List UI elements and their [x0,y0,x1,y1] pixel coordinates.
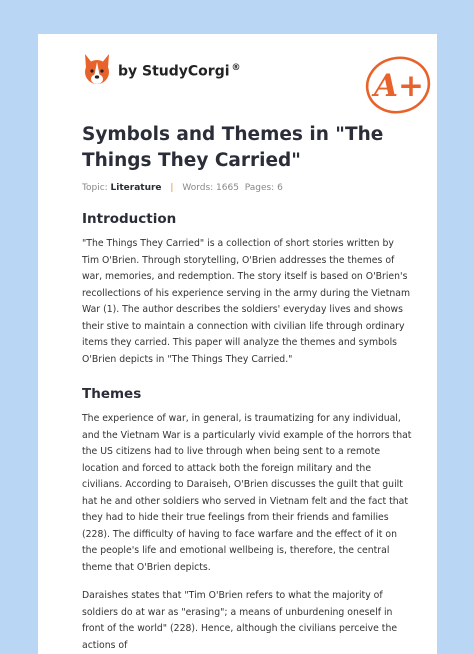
topic-value[interactable]: Literature [110,183,162,193]
introduction-paragraph: "The Things They Carried" is a collection of short stories written by Tim O'Brien. Through storytelling, O'Brien addresses the themes of war, memories, and redemption. The story itself is based on O'Brien's recollections of his experience serving in the army during the Vietnam War (1). The author describes the soldiers' everyday lives and shows their stive to maintain a connection with civilian life through ordinary items they carried. This paper will analyze the themes and symbols O'Brien depicts in "The Things They Carried." [82,238,411,365]
meta-separator: | [170,183,174,193]
corgi-logo-icon [82,52,112,86]
document-content [82,122,412,654]
word-count: Words: 1665 [182,183,239,193]
themes-paragraph-1: The experience of war, in general, is traumatizing for any individual, and the Vietnam War is a particularly vivid example of the horrors that the US citizens had to live through when being sent to a remote location and forced to attack both the foreign military and the civilians. According to Daraiseh, O'Brien discusses the guilt that guilt hat he and other soldiers who served in Vietnam felt and the fact that they had to hide their true feelings from their friends and families (228). The difficulty of having to face warfare and the effect of it on the people's life and emotional wellbeing is, therefore, the central theme that O'Brien depicts. [82,413,412,573]
page-count: Pages: 6 [244,183,283,193]
brand-name[interactable]: by StudyCorgi ® [118,63,241,80]
svg-text:A+: A+ [373,68,425,104]
themes-paragraph-2: Daraishes states that "Tim O'Brien refers to what the majority of soldiers do at war as "erasing"; a means of unburdening oneself in front of the world" (228). Hence, although the civilians perceive the actions of [82,590,398,651]
document-title: Symbols and Themes in "The Things They Carried" [82,124,384,171]
section-heading-themes: Themes [82,386,142,402]
topic-label: Topic: [82,183,108,193]
document-page [38,34,437,654]
grade-a-plus-icon [364,52,434,116]
page-header [82,52,425,112]
section-heading-introduction: Introduction [82,211,177,227]
document-meta [82,183,412,193]
